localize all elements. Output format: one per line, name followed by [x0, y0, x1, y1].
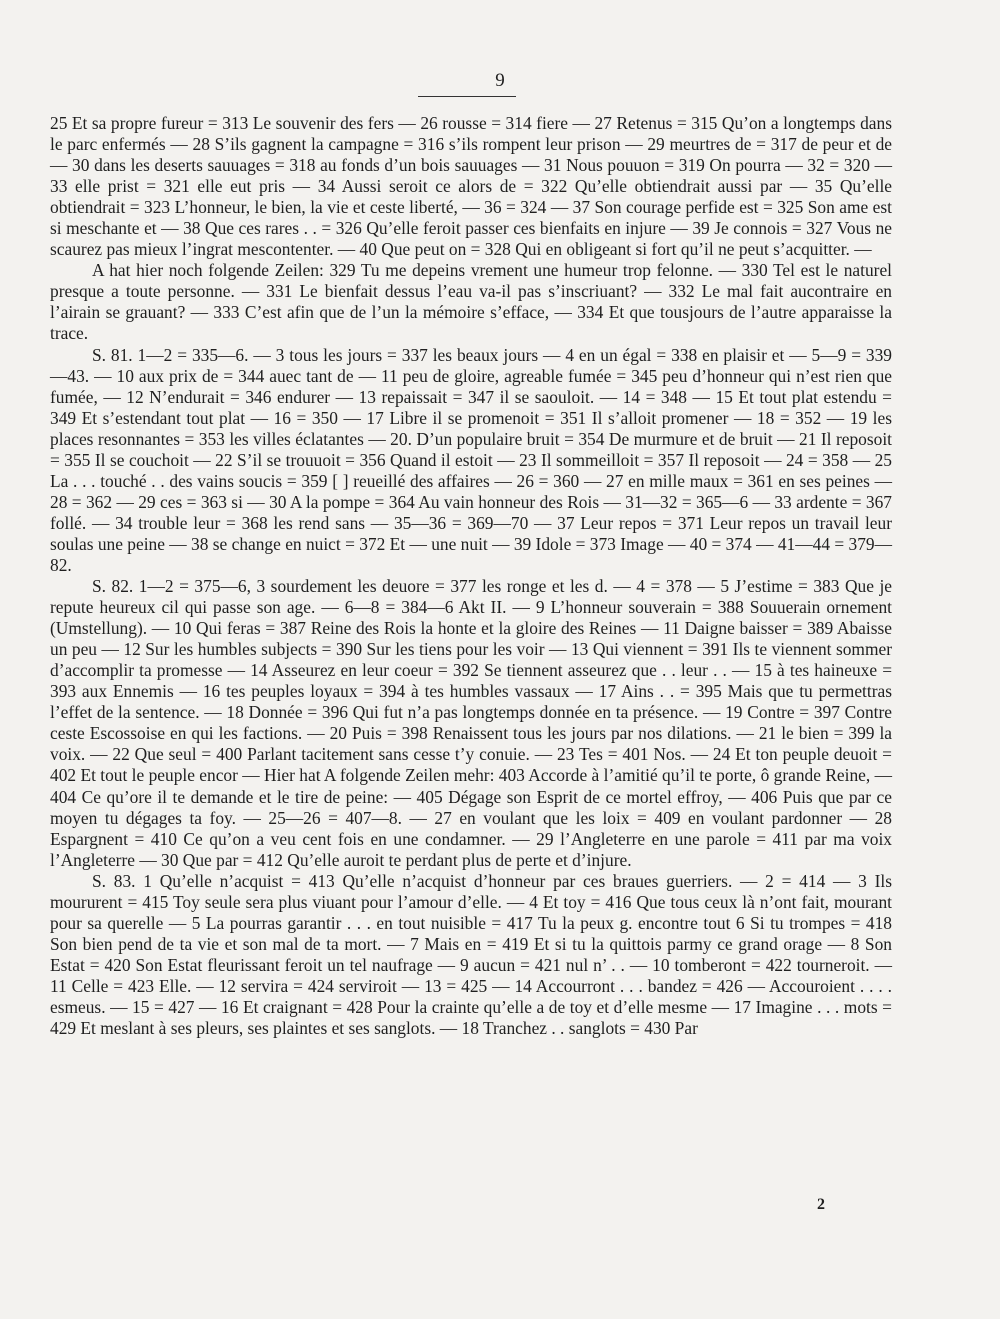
header-rule [418, 96, 516, 97]
page-number: 9 [495, 70, 505, 91]
paragraph-2: A hat hier noch folgende Zeilen: 329 Tu me depeins vrement une humeur trop felonne. — 330 Tel est le naturel presque a toute personne. — 331 Le bienfait dessus l’eau va-il pas s’inscriuant? — 332 Le mal fait aucontraire en l’airain se grauant? — 333 C’est afin que de l’un la mémoire s’efface, — 334 Et que tousjours de l’autre apparaisse la trace. [50, 260, 892, 344]
paragraph-1: 25 Et sa propre fureur = 313 Le souvenir des fers — 26 rousse = 314 fiere — 27 Retenus = 315 Qu’on a longtemps dans le parc enfermés — 28 S’ils gagnent la campagne = 316 s’ils rompent leur prison — 29 meurtres de = 317 de peur et de — 30 dans les deserts sauuages = 318 au fonds d’un bois sauuages — 31 Nous pouuon = 319 On pourra — 32 = 320 — 33 elle prist = 321 elle eut pris — 34 Aussi seroit ce alors de = 322 Qu’elle obtiendrait aussi par — 35 Qu’elle obtiendrait = 323 L’honneur, le bien, la vie et ceste liberté, — 36 = 324 — 37 Son courage perfide est = 325 Son ame est si meschante et — 38 Que ces rares . . = 326 Qu’elle feroit passer ces bienfaits en injure — 39 Je connois = 327 Vous ne scaurez pas mieux l’ingrat mescontenter. — 40 Que peut on = 328 Qui en obligeant si fort qu’il ne peut s’acquitter. — [50, 113, 892, 260]
paragraph-s82: S. 82. 1—2 = 375—6, 3 sourdement les deuore = 377 les ronge et les d. — 4 = 378 — 5 J’estime = 383 Que je repute heureux cil qui passe son age. — 6—8 = 384—6 Akt II. — 9 L’honneur souverain = 388 Souuerain ornement (Umstellung). — 10 Qui feras = 387 Reine des Rois la honte et la gloire des Reines — 11 Daigne baisser = 389 Abaisse un peu — 12 Sur les humbles subjects = 390 Sur les tiens pour les voir — 13 Qui viennent = 391 Ils te viennent sommer d’accomplir ta promesse — 14 Asseurez en leur coeur = 392 Se tiennent asseurez que . . leur . . — 15 à tes haineuxe = 393 aux Ennemis — 16 tes peuples loyaux = 394 à tes humbles vassaux — 17 Ains . . = 395 Mais que tu permettras l’effet de la sentence. — 18 Donnée = 396 Qui fut n’a pas longtemps donnée en ta présence. — 19 Contre = 397 Contre ceste Escossoise en qui les factions. — 20 Puis = 398 Renaissent tous les jours par nos dilations. — 21 le bien = 399 la voix. — 22 Que seul = 400 Parlant tacitement sans cesse t’y conuie. — 23 Tes = 401 Nos. — 24 Et ton peuple deuoit = 402 Et tout le peuple encor — Hier hat A folgende Zeilen mehr: 403 Accorde à l’amitié qu’il te porte, ô grande Reine, — 404 Ce qu’ore il te demande et le tire de peine: — 405 Dégage son Esprit de ce mortel effroy, — 406 Puis que par ce moyen tu dégages ta foy. — 25—26 = 407—8. — 27 en voulant que les loix = 409 en voulant pardonner — 28 Espargnent = 410 Ce qu’on a veu cent fois en une condamner. — 29 l’Angleterre en une parole = 411 par ma voix l’Angleterre — 30 Que par = 412 Qu’elle auroit te perdant plus de perte et d’injure. [50, 576, 892, 870]
body-text [50, 113, 892, 1039]
signature-mark: 2 [817, 1196, 825, 1213]
paragraph-s83: S. 83. 1 Qu’elle n’acquist = 413 Qu’elle n’acquist d’honneur par ces braues guerriers. — 2 = 414 — 3 Ils moururent = 415 Toy seule sera plus viuant pour l’amour d’elle. — 4 Et toy = 416 Que tous ceux là n’ont fait, mourant pour sa querelle — 5 La pourras garantir . . . en tout nuisible = 417 Tu la peux g. encontre tout 6 Si tu trompes = 418 Son bien pend de ta vie et son mal de ta mort. — 7 Mais en = 419 Et si tu la quittois parmy ce grand orage — 8 Son Estat = 420 Son Estat fleurissant feroit un tel naufrage — 9 aucun = 421 nul n’ . . — 10 tomberont = 422 tourneroit. — 11 Celle = 423 Elle. — 12 servira = 424 serviroit — 13 = 425 — 14 Accourront . . . bandez = 426 — Accouroient . . . . esmeus. — 15 = 427 — 16 Et craignant = 428 Pour la crainte qu’elle a de toy et d’elle mesme — 17 Imagine . . . mots = 429 Et meslant à ses pleurs, ses plaintes et ses sanglots. — 18 Tranchez . . sanglots = 430 Par [50, 870, 892, 1039]
paragraph-s81: S. 81. 1—2 = 335—6. — 3 tous les jours = 337 les beaux jours — 4 en un égal = 338 en plaisir et — 5—9 = 339—43. — 10 aux prix de = 344 auec tant de — 11 peu de gloire, agreable fumée = 345 peu d’honneur qui n’est rien que fumée, — 12 N’endurait = 346 endurer — 13 repaissait = 347 il se saouloit. — 14 = 348 — 15 Et tout plat estendu = 349 Et s’estendant tout plat — 16 = 350 — 17 Libre il se promenoit = 351 Il s’alloit promener — 18 = 352 — 19 les places resonnantes = 353 les villes éclatantes — 20. D’un populaire bruit = 354 De murmure et de bruit — 21 Il reposoit = 355 Il se couchoit — 22 S’il se trouuoit = 356 Quand il estoit — 23 Il sommeilloit = 357 Il reposoit — 24 = 358 — 25 La . . . touché . . des vains soucis = 359 [ ] reueillé des affaires — 26 = 360 — 27 en mille maux = 361 en ses peines — 28 = 362 — 29 ces = 363 si — 30 A la pompe = 364 Au vain honneur des Rois — 31—32 = 365—6 — 33 ardente = 367 follé. — 34 trouble leur = 368 les rend sans — 35—36 = 369—70 — 37 Leur repos = 371 Leur repos un travail leur soulas une peine — 38 se change en nuict = 372 Et — une nuit — 39 Idole = 373 Image — 40 = 374 — 41—44 = 379—82. [50, 344, 892, 575]
